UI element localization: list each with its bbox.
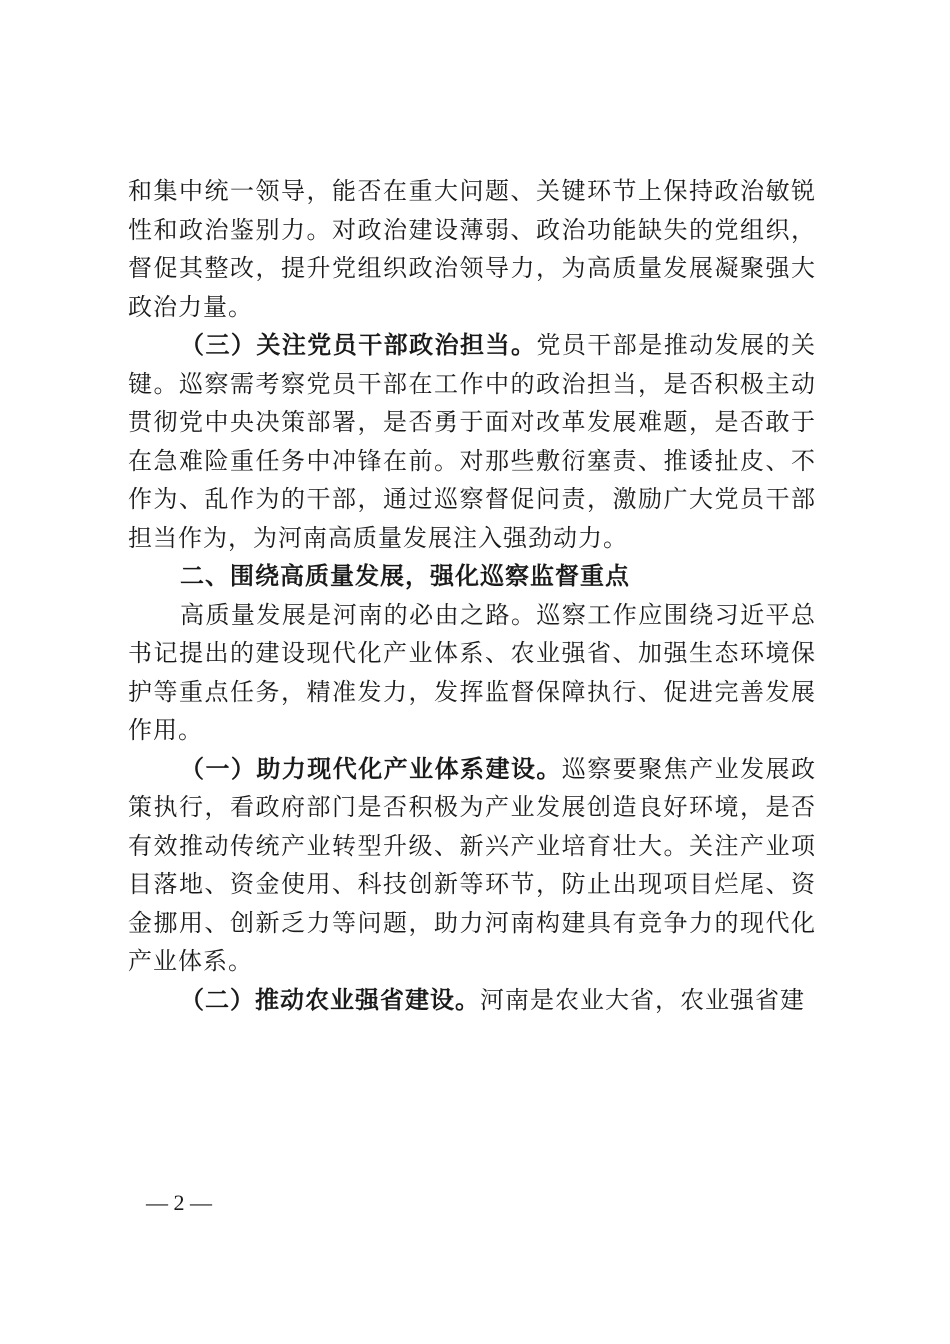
section-heading <box>128 557 816 596</box>
paragraph-text: 河南是农业大省，农业强省建 <box>480 985 805 1014</box>
paragraph-intro <box>128 596 816 750</box>
section-heading-text: 二、围绕高质量发展，强化巡察监督重点 <box>180 562 630 590</box>
paragraph-text: 高质量发展是河南的必由之路。巡察工作应围绕习近平总书记提出的建设现代化产业体系、农业强省、加强生态环境保护等重点任务，精准发力，发挥监督保障执行、促进完善发展作用。 <box>128 600 816 744</box>
paragraph-section-3 <box>128 326 816 557</box>
paragraph-lead-heading: （一）助力现代化产业体系建设。 <box>180 754 562 783</box>
page-number: — 2 — <box>146 1190 212 1215</box>
paragraph-text: 巡察要聚焦产业发展政策执行，看政府部门是否积极为产业发展创造良好环境，是否有效推动传统产业转型升级、新兴产业培育壮大。关注产业项目落地、资金使用、科技创新等环节，防止出现项目烂尾、资金挪用、创新乏力等问题，助力河南构建具有竞争力的现代化产业体系。 <box>128 754 816 975</box>
paragraph-lead-heading: （二）推动农业强省建设。 <box>180 985 480 1014</box>
paragraph-lead-heading: （三）关注党员干部政治担当。 <box>180 331 537 359</box>
paragraph-text: 和集中统一领导，能否在重大问题、关键环节上保持政治敏锐性和政治鉴别力。对政治建设薄弱、政治功能缺失的党组织，督促其整改，提升党组织政治领导力，为高质量发展凝聚强大政治力量。 <box>128 177 816 321</box>
paragraph-section-1 <box>128 750 816 981</box>
paragraph-section-2 <box>128 981 816 1020</box>
paragraph-text: 党员干部是推动发展的关键。巡察需考察党员干部在工作中的政治担当，是否积极主动贯彻党中央决策部署，是否勇于面对改革发展难题，是否敢于在急难险重任务中冲锋在前。对那些敷衍塞责、推诿扯皮、不作为、乱作为的干部，通过巡察督促问责，激励广大党员干部担当作为，为河南高质量发展注入强劲动力。 <box>128 331 817 552</box>
document-body <box>128 172 816 1019</box>
paragraph-continuation <box>128 172 816 326</box>
